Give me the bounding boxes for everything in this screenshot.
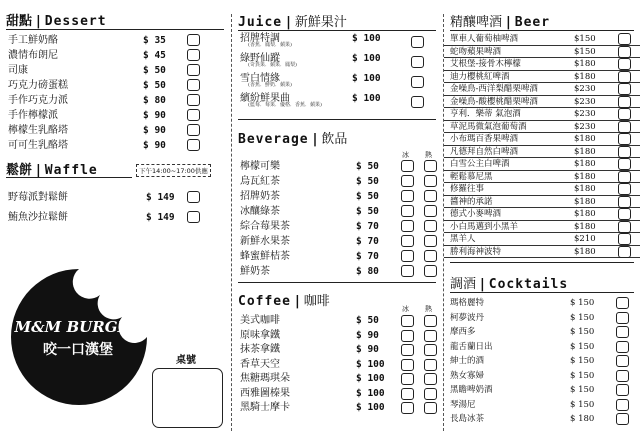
order-checkbox[interactable]: [616, 413, 629, 425]
item-name: 鮪魚沙拉鬆餅: [8, 212, 68, 223]
item-name: 司康: [8, 65, 28, 76]
item-name: 黑羊人: [450, 234, 476, 244]
ice-checkbox[interactable]: [401, 175, 414, 187]
dessert-header: [6, 10, 224, 29]
item-price: $ 150: [570, 341, 595, 352]
menu-row: [444, 246, 640, 259]
order-checkbox[interactable]: [618, 221, 631, 233]
hot-checkbox[interactable]: [424, 175, 437, 187]
order-checkbox[interactable]: [187, 94, 200, 106]
item-name: 紳士的酒: [450, 356, 485, 366]
item-price: $ 150: [570, 356, 595, 366]
hot-checkbox[interactable]: [424, 235, 437, 247]
order-checkbox[interactable]: [618, 33, 631, 45]
item-price: $230: [574, 84, 596, 94]
menu-row: [0, 208, 230, 228]
menu-row: [444, 354, 640, 369]
item-name: 綠野仙蹤: [240, 53, 280, 64]
menu-row: [0, 138, 230, 153]
cocktails-list: [444, 296, 640, 427]
menu-row: [232, 174, 442, 189]
item-name: 長島冰茶: [450, 414, 485, 424]
item-name: 烏瓦紅茶: [240, 176, 280, 187]
menu-row: [232, 358, 442, 373]
item-name: 小白馬邁到小黑羊: [450, 221, 519, 232]
menu-row: [232, 387, 442, 402]
hot-checkbox[interactable]: [424, 388, 437, 400]
table-number-box[interactable]: [152, 368, 223, 428]
coffee-ice-label: 冰: [402, 305, 409, 313]
order-checkbox[interactable]: [618, 121, 631, 133]
item-name: 摩西多: [450, 327, 476, 337]
ice-checkbox[interactable]: [401, 220, 414, 232]
cocktails-title-en: Cocktails: [488, 277, 569, 292]
item-price: $ 100: [352, 93, 381, 104]
item-name: 柯夢波丹: [450, 312, 485, 323]
menu-row: [444, 183, 640, 196]
item-name: 美式咖啡: [240, 315, 280, 326]
order-checkbox[interactable]: [618, 171, 631, 183]
item-price: $ 149: [146, 212, 175, 223]
header-divider: |: [36, 14, 41, 29]
menu-row: [232, 234, 442, 249]
ice-checkbox[interactable]: [401, 373, 414, 385]
order-checkbox[interactable]: [187, 34, 200, 46]
order-checkbox[interactable]: [411, 76, 424, 88]
item-name: 招牌奶茶: [240, 191, 280, 202]
dessert-header-rule: [6, 29, 224, 30]
order-checkbox[interactable]: [618, 96, 631, 108]
waffle-title-zh: 鬆餅: [6, 163, 33, 178]
order-checkbox[interactable]: [618, 158, 631, 170]
order-checkbox[interactable]: [187, 64, 200, 76]
header-divider: |: [294, 294, 300, 309]
order-checkbox[interactable]: [618, 58, 631, 70]
item-name: 綜合莓果茶: [240, 221, 290, 232]
menu-row: [232, 372, 442, 387]
item-price: $ 90: [143, 110, 166, 121]
item-price: $180: [574, 246, 596, 257]
item-name: 焦糖瑪琪朵: [240, 373, 290, 384]
logo-line2: 咬一口漢堡: [43, 342, 113, 358]
header-divider: |: [36, 163, 41, 178]
item-name: 冰釀綠茶: [240, 206, 280, 217]
item-price: $180: [574, 159, 596, 169]
ice-checkbox[interactable]: [401, 344, 414, 356]
menu-row: [0, 108, 230, 123]
bitten-circle-icon: [11, 269, 147, 405]
order-checkbox[interactable]: [411, 36, 424, 48]
menu-row: [0, 123, 230, 138]
item-name: 瑪格麗特: [450, 298, 485, 308]
item-price: $230: [574, 121, 596, 132]
order-checkbox[interactable]: [187, 49, 200, 61]
item-price: $180: [574, 134, 596, 144]
juice-title-en: Juice: [238, 15, 283, 30]
hot-checkbox[interactable]: [424, 373, 437, 385]
item-name: 凡德拜自然白啤酒: [450, 146, 519, 157]
coffee-title-zh: 咖啡: [303, 294, 330, 309]
item-price: $ 150: [570, 385, 595, 395]
menu-row: [232, 219, 442, 234]
hot-checkbox[interactable]: [424, 160, 437, 172]
menu-row: [0, 63, 230, 78]
item-price: $180: [574, 184, 596, 194]
menu-row: [444, 311, 640, 326]
beverage-title-zh: 飲品: [321, 132, 348, 147]
ice-checkbox[interactable]: [401, 315, 414, 327]
item-price: $180: [574, 171, 596, 182]
menu-row: [0, 188, 230, 208]
order-checkbox[interactable]: [616, 384, 629, 396]
item-name: 巧克力磅蛋糕: [8, 80, 68, 91]
item-name: 龍舌蘭日出: [450, 341, 493, 352]
item-price: $ 100: [356, 387, 385, 399]
menu-row: [232, 314, 442, 329]
order-checkbox[interactable]: [618, 71, 631, 83]
item-name: 手工鮮奶酪: [8, 35, 58, 46]
item-price: $ 50: [356, 161, 379, 172]
beer-title-en: Beer: [514, 15, 551, 30]
menu-row: [232, 159, 442, 174]
waffle-header-rule: [6, 177, 132, 178]
item-name: 鮮奶茶: [240, 266, 270, 277]
cocktails-header-rule: [450, 292, 634, 293]
beverage-bottom-rule: [238, 282, 436, 283]
item-name: 雪白情緣: [240, 73, 280, 84]
item-price: $ 149: [146, 192, 175, 203]
item-price: $230: [574, 109, 596, 119]
item-name: 抹茶拿鐵: [240, 344, 280, 355]
item-price: $ 50: [356, 315, 379, 326]
menu-row: [232, 93, 442, 113]
item-price: $ 90: [143, 140, 166, 151]
order-checkbox[interactable]: [616, 297, 629, 309]
order-checkbox[interactable]: [618, 233, 631, 245]
order-checkbox[interactable]: [411, 96, 424, 108]
item-price: $ 70: [356, 251, 379, 262]
item-price: $ 50: [356, 191, 379, 202]
item-name: 琴湯尼: [450, 399, 476, 410]
item-name: 原味拿鐵: [240, 329, 280, 341]
item-name: 熟女寡婦: [450, 370, 485, 381]
hot-checkbox[interactable]: [424, 205, 437, 217]
coffee-title-en: Coffee: [238, 294, 291, 309]
item-price: $ 80: [143, 95, 166, 106]
menu-row: [0, 93, 230, 108]
item-price: $ 70: [356, 236, 379, 247]
juice-title-zh: 新鮮果汁: [294, 15, 347, 30]
item-price: $150: [574, 34, 596, 44]
menu-row: [0, 48, 230, 63]
item-name: 手作巧克力派: [8, 95, 68, 106]
menu-row: [444, 296, 640, 311]
item-name: 金噪鳥-酸櫻桃醋栗啤酒: [450, 96, 538, 107]
item-name: 繽紛鮮果曲: [240, 93, 290, 104]
ice-checkbox[interactable]: [401, 250, 414, 262]
item-price: $150: [574, 46, 596, 57]
ice-checkbox[interactable]: [401, 160, 414, 172]
order-checkbox[interactable]: [616, 326, 629, 338]
logo-line1: M&M BURGER: [14, 318, 142, 336]
item-price: $ 90: [143, 125, 166, 136]
hot-checkbox[interactable]: [424, 344, 437, 356]
beer-header-rule: [450, 30, 634, 31]
item-name: 德式小麥啤酒: [450, 209, 502, 219]
item-name: 勝利海神波特: [450, 246, 502, 257]
ice-checkbox[interactable]: [401, 359, 414, 371]
order-checkbox[interactable]: [616, 370, 629, 382]
hot-checkbox[interactable]: [424, 330, 437, 342]
beer-bottom-rule: [450, 262, 634, 263]
menu-row: [444, 33, 640, 46]
item-name: 草泥馬微氣泡葡萄酒: [450, 121, 527, 132]
item-price: $180: [574, 209, 596, 219]
header-divider: |: [312, 132, 318, 147]
beer-header: [450, 11, 634, 30]
beer-list: [444, 33, 640, 258]
header-divider: |: [286, 15, 291, 30]
order-checkbox[interactable]: [411, 56, 424, 68]
item-price: $ 50: [143, 65, 166, 76]
menu-row: [444, 171, 640, 184]
menu-row: [444, 412, 640, 427]
item-price: $ 35: [143, 35, 166, 46]
juice-header-rule: [238, 30, 436, 31]
menu-row: [232, 343, 442, 358]
item-name: 金噪鳥-西洋梨醋栗啤酒: [450, 84, 538, 94]
beverage-header: [238, 128, 436, 147]
item-name: 檸檬可樂: [240, 161, 280, 172]
item-description: (奇異果．蘋果．鳳梨): [248, 62, 297, 68]
dessert-title-en: Dessert: [44, 14, 107, 29]
hot-checkbox[interactable]: [424, 359, 437, 371]
item-price: $ 150: [570, 312, 595, 323]
order-checkbox[interactable]: [187, 109, 200, 121]
juice-header: [238, 11, 436, 30]
item-price: $ 100: [356, 402, 385, 413]
item-name: 蛇吻蘋果啤酒: [450, 46, 502, 57]
order-checkbox[interactable]: [187, 211, 200, 223]
menu-row: [444, 46, 640, 59]
item-price: $ 90: [356, 344, 379, 355]
order-checkbox[interactable]: [187, 79, 200, 91]
item-name: 艾根堡-接骨木檸檬: [450, 59, 521, 69]
item-price: $ 50: [143, 80, 166, 91]
order-checkbox[interactable]: [187, 139, 200, 151]
item-name: 檸檬生乳酪塔: [8, 125, 68, 136]
order-checkbox[interactable]: [618, 46, 631, 58]
menu-row: [444, 208, 640, 221]
item-price: $ 50: [356, 206, 379, 217]
item-price: $ 70: [356, 221, 379, 232]
burger-logo: [4, 262, 154, 412]
item-price: $ 150: [570, 298, 595, 308]
item-price: $ 100: [352, 33, 381, 44]
menu-row: [444, 158, 640, 171]
item-name: 濃情布朗尼: [8, 50, 58, 61]
item-price: $ 100: [356, 373, 385, 384]
hot-checkbox[interactable]: [424, 265, 437, 277]
item-name: 黑騎士摩卡: [240, 402, 290, 413]
menu-row: [232, 401, 442, 416]
item-price: $ 100: [356, 358, 385, 370]
juice-bottom-rule: [238, 119, 436, 120]
menu-row: [444, 83, 640, 96]
order-checkbox[interactable]: [618, 196, 631, 208]
waffle-title-en: Waffle: [44, 163, 98, 178]
ice-checkbox[interactable]: [401, 235, 414, 247]
order-checkbox[interactable]: [618, 183, 631, 195]
order-checkbox[interactable]: [616, 341, 629, 353]
menu-row: [444, 383, 640, 398]
hot-checkbox[interactable]: [424, 220, 437, 232]
item-price: $ 150: [570, 370, 595, 381]
menu-row: [444, 146, 640, 159]
menu-row: [444, 121, 640, 134]
item-name: 黑瞻啤奶酒: [450, 385, 493, 395]
menu-row: [444, 96, 640, 109]
menu-row: [444, 71, 640, 84]
item-price: $180: [574, 146, 596, 157]
menu-row: [232, 33, 442, 53]
dessert-list: [0, 33, 230, 153]
item-price: $180: [574, 196, 596, 207]
menu-row: [444, 221, 640, 234]
item-description: (藍莓．莓果．優格．香蕉．蘋果): [248, 102, 322, 108]
menu-row: [444, 369, 640, 384]
item-name: 修羅往事: [450, 184, 485, 194]
menu-row: [444, 233, 640, 246]
menu-row: [444, 196, 640, 209]
hot-checkbox[interactable]: [424, 190, 437, 202]
order-checkbox[interactable]: [187, 124, 200, 136]
menu-row: [444, 133, 640, 146]
beverage-hot-label: 熱: [425, 151, 432, 159]
item-price: $ 150: [570, 327, 595, 337]
order-checkbox[interactable]: [618, 246, 631, 258]
item-name: 迪力櫻桃紅啤酒: [450, 71, 510, 82]
item-name: 蜂蜜鮮桔茶: [240, 251, 290, 262]
beverage-title-en: Beverage: [238, 132, 309, 147]
item-price: $ 50: [356, 176, 379, 187]
order-checkbox[interactable]: [618, 83, 631, 95]
menu-row: [0, 78, 230, 93]
item-name: 可可生乳酪塔: [8, 140, 68, 151]
hot-checkbox[interactable]: [424, 250, 437, 262]
order-checkbox[interactable]: [618, 146, 631, 158]
item-price: $ 150: [570, 399, 595, 410]
header-divider: |: [506, 15, 511, 30]
item-price: $180: [574, 71, 596, 82]
menu-row: [232, 73, 442, 93]
menu-row: [444, 58, 640, 71]
menu-row: [444, 108, 640, 121]
coffee-hot-label: 熱: [425, 305, 432, 313]
item-name: 輕鬆慕尼黑: [450, 171, 493, 182]
order-checkbox[interactable]: [187, 191, 200, 203]
menu-row: [232, 204, 442, 219]
menu-row: [232, 264, 442, 279]
menu-row: [232, 53, 442, 73]
item-description: (香蕉．鮮奶．蘋果): [248, 82, 292, 88]
item-name: 手作檸檬派: [8, 110, 58, 121]
item-name: 新鮮水果茶: [240, 236, 290, 247]
ice-checkbox[interactable]: [401, 388, 414, 400]
ice-checkbox[interactable]: [401, 265, 414, 277]
item-price: $ 80: [356, 266, 379, 277]
waffle-time-note: 下午14:00~17:00供應: [136, 164, 211, 177]
item-price: $230: [574, 96, 596, 107]
item-name: 小布瑪百香果啤酒: [450, 134, 519, 144]
ice-checkbox[interactable]: [401, 330, 414, 342]
menu-row: [0, 33, 230, 48]
ice-checkbox[interactable]: [401, 402, 414, 414]
item-name: 招牌特調: [240, 33, 280, 44]
item-price: $ 180: [570, 414, 595, 424]
item-price: $ 45: [143, 50, 166, 61]
column-alcohol: [444, 0, 640, 445]
menu-row: [232, 249, 442, 264]
waffle-list: [0, 188, 230, 228]
item-price: $180: [574, 59, 596, 69]
order-checkbox[interactable]: [618, 108, 631, 120]
item-name: 野莓派對鬆餅: [8, 192, 68, 203]
item-name: 單車人葡萄柚啤酒: [450, 34, 519, 44]
order-checkbox[interactable]: [616, 399, 629, 411]
dessert-title-zh: 甜點: [6, 14, 33, 29]
cocktails-header: [450, 273, 634, 292]
menu-row: [232, 189, 442, 204]
item-price: $ 100: [352, 73, 381, 84]
order-checkbox[interactable]: [618, 133, 631, 145]
menu-row: [444, 325, 640, 340]
order-checkbox[interactable]: [616, 355, 629, 367]
item-price: $210: [574, 234, 596, 244]
item-price: $ 90: [356, 329, 379, 341]
item-price: $180: [574, 221, 596, 232]
item-name: 醬神的承諾: [450, 196, 493, 207]
column-desserts: [0, 0, 230, 445]
header-divider: |: [480, 277, 485, 292]
table-number-label: 桌號: [176, 355, 196, 366]
ice-checkbox[interactable]: [401, 205, 414, 217]
juice-list: [232, 33, 442, 113]
item-name: 白雪公主白啤酒: [450, 159, 510, 169]
menu-row: [444, 340, 640, 355]
menu-row: [444, 398, 640, 413]
coffee-list: [232, 314, 442, 416]
order-checkbox[interactable]: [616, 312, 629, 324]
beverage-list: [232, 159, 442, 279]
beverage-ice-label: 冰: [402, 151, 409, 159]
item-name: 香草天空: [240, 358, 280, 370]
cocktails-title-zh: 調酒: [450, 277, 477, 292]
item-price: $ 100: [352, 53, 381, 64]
beer-title-zh: 精釀啤酒: [450, 15, 503, 30]
menu-row: [232, 329, 442, 344]
order-checkbox[interactable]: [618, 208, 631, 220]
item-description: (香蕉．鳳梨．蘋果): [248, 42, 292, 48]
hot-checkbox[interactable]: [424, 315, 437, 327]
ice-checkbox[interactable]: [401, 190, 414, 202]
column-drinks: [232, 0, 442, 445]
hot-checkbox[interactable]: [424, 402, 437, 414]
item-name: 亨利．樂蒂 氣泡酒: [450, 109, 521, 119]
item-name: 西雅圖榛果: [240, 387, 290, 399]
